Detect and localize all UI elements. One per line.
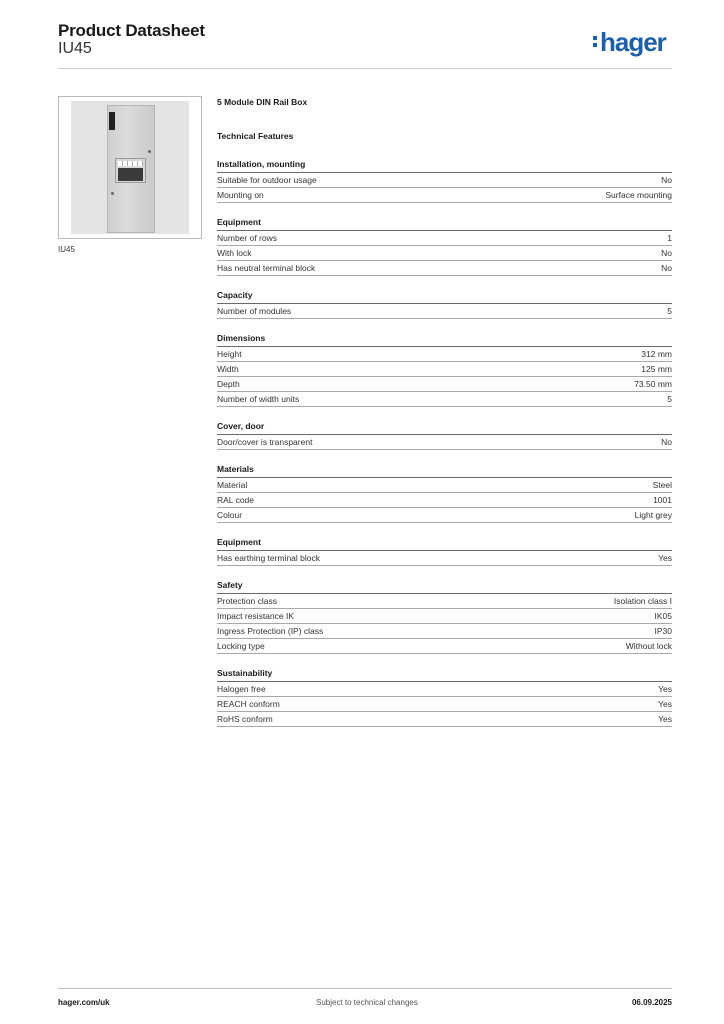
feature-sections <box>217 159 672 727</box>
product-code: IU45 <box>58 40 92 57</box>
spec-row <box>217 231 672 246</box>
product-name: 5 Module DIN Rail Box <box>217 97 308 107</box>
module-window <box>115 158 146 183</box>
spec-section <box>217 290 672 319</box>
spec-row <box>217 551 672 566</box>
section-title: Capacity <box>217 290 672 304</box>
section-title: Materials <box>217 464 672 478</box>
section-title: Safety <box>217 580 672 594</box>
spec-row <box>217 246 672 261</box>
spec-value: 5 <box>667 306 672 316</box>
spec-label: Number of rows <box>217 233 277 243</box>
spec-row <box>217 609 672 624</box>
spec-label: Suitable for outdoor usage <box>217 175 317 185</box>
spec-section <box>217 580 672 654</box>
spec-row <box>217 624 672 639</box>
spec-value: Isolation class I <box>613 596 672 606</box>
spec-value: No <box>661 248 672 258</box>
spec-label: Has earthing terminal block <box>217 553 320 563</box>
spec-label: RoHS conform <box>217 714 273 724</box>
spec-value: Yes <box>658 714 672 724</box>
product-photo-background <box>71 101 189 234</box>
footer-website: hager.com/uk <box>58 998 110 1007</box>
module-slots <box>118 161 143 166</box>
spec-row <box>217 377 672 392</box>
spec-label: REACH conform <box>217 699 280 709</box>
footer-divider <box>58 988 672 989</box>
page-title: Product Datasheet <box>58 21 205 40</box>
spec-value: 312 mm <box>641 349 672 359</box>
brand-label-strip <box>109 112 115 130</box>
spec-row <box>217 478 672 493</box>
spec-label: Door/cover is transparent <box>217 437 313 447</box>
logo-dots-icon <box>593 33 598 50</box>
spec-row <box>217 362 672 377</box>
spec-row <box>217 435 672 450</box>
product-image <box>58 96 202 239</box>
spec-value: 1 <box>667 233 672 243</box>
spec-row <box>217 594 672 609</box>
spec-label: Has neutral terminal block <box>217 263 316 273</box>
section-title: Equipment <box>217 537 672 551</box>
spec-row <box>217 712 672 727</box>
section-title: Installation, mounting <box>217 159 672 173</box>
spec-label: Height <box>217 349 242 359</box>
spec-label: Mounting on <box>217 190 264 200</box>
spec-section <box>217 668 672 727</box>
hager-logo: hager <box>593 27 666 58</box>
screw-icon <box>148 150 151 153</box>
spec-label: Depth <box>217 379 240 389</box>
spec-row <box>217 304 672 319</box>
section-title: Cover, door <box>217 421 672 435</box>
spec-row <box>217 261 672 276</box>
spec-row <box>217 188 672 203</box>
spec-label: Impact resistance IK <box>217 611 295 621</box>
spec-section <box>217 159 672 203</box>
spec-value: Yes <box>658 553 672 563</box>
spec-value: IP30 <box>654 626 672 636</box>
spec-row <box>217 392 672 407</box>
spec-label: Number of modules <box>217 306 292 316</box>
datasheet-content <box>217 97 672 727</box>
footer-date: 06.09.2025 <box>631 998 672 1007</box>
spec-row <box>217 697 672 712</box>
spec-value: No <box>661 437 672 447</box>
spec-label: Protection class <box>217 596 277 606</box>
footer-notice: Subject to technical changes <box>316 998 418 1007</box>
spec-value: Steel <box>652 480 672 490</box>
spec-row <box>217 508 672 523</box>
spec-label: With lock <box>217 248 252 258</box>
spec-section <box>217 217 672 276</box>
spec-row <box>217 493 672 508</box>
spec-value: No <box>661 263 672 273</box>
spec-value: 125 mm <box>641 364 672 374</box>
spec-section <box>217 333 672 407</box>
header-divider <box>58 68 672 69</box>
spec-value: 5 <box>667 394 672 404</box>
spec-value: IK05 <box>654 611 672 621</box>
spec-value: Light grey <box>634 510 672 520</box>
spec-label: Width <box>217 364 239 374</box>
spec-label: Material <box>217 480 248 490</box>
section-title: Dimensions <box>217 333 672 347</box>
spec-label: Number of width units <box>217 394 300 404</box>
spec-row <box>217 347 672 362</box>
spec-section <box>217 421 672 450</box>
section-title: Equipment <box>217 217 672 231</box>
spec-label: RAL code <box>217 495 255 505</box>
spec-value: 1001 <box>653 495 672 505</box>
screw-icon <box>111 192 114 195</box>
spec-value: Yes <box>658 684 672 694</box>
spec-label: Locking type <box>217 641 265 651</box>
spec-value: No <box>661 175 672 185</box>
features-title: Technical Features <box>217 131 294 141</box>
spec-row <box>217 682 672 697</box>
module-opening <box>118 168 143 181</box>
spec-label: Ingress Protection (IP) class <box>217 626 324 636</box>
section-title: Sustainability <box>217 668 672 682</box>
enclosure-illustration <box>107 105 155 233</box>
spec-value: Yes <box>658 699 672 709</box>
spec-section <box>217 537 672 566</box>
spec-value: Without lock <box>625 641 672 651</box>
spec-row <box>217 173 672 188</box>
spec-label: Halogen free <box>217 684 266 694</box>
spec-label: Colour <box>217 510 243 520</box>
spec-section <box>217 464 672 523</box>
spec-row <box>217 639 672 654</box>
image-caption: IU45 <box>58 245 75 254</box>
spec-value: 73.50 mm <box>634 379 672 389</box>
spec-value: Surface mounting <box>605 190 672 200</box>
